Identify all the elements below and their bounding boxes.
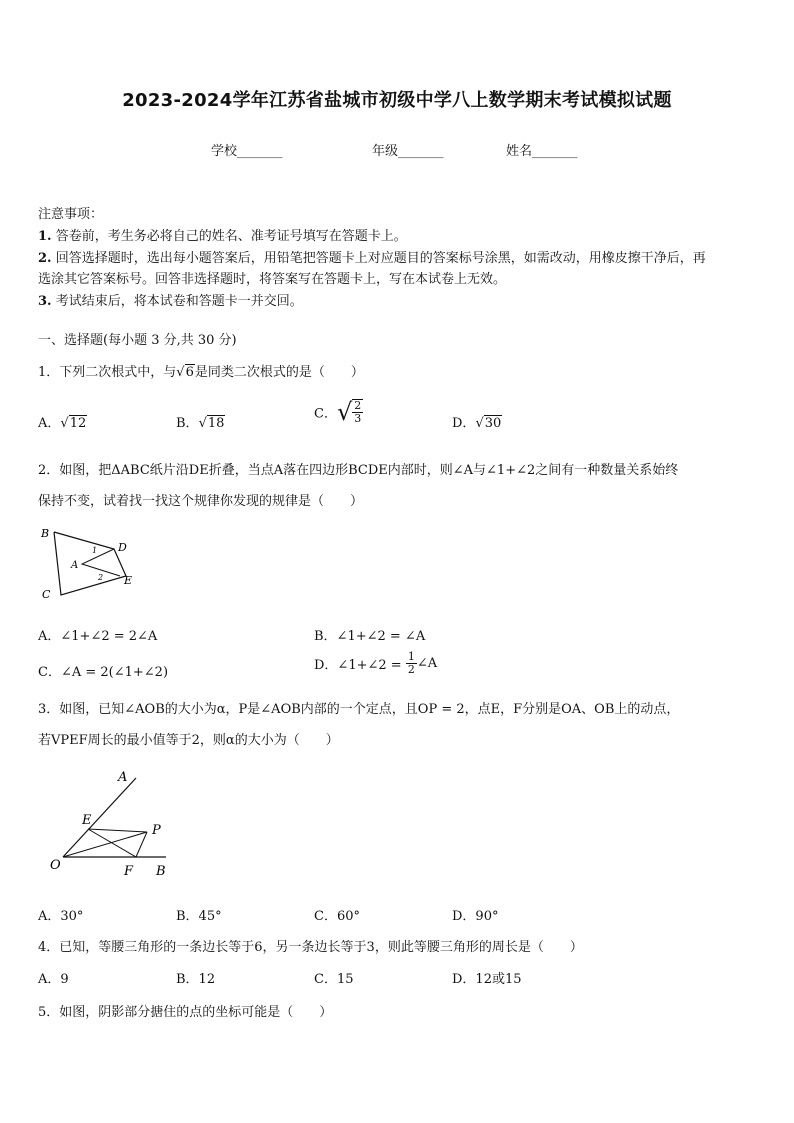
q3-segment-pf	[136, 832, 147, 857]
q2-option-d-denominator: 2	[407, 663, 415, 676]
q2-option-c[interactable]: C．∠A = 2(∠1+∠2)	[38, 665, 169, 680]
q3-ray-oa	[63, 778, 136, 857]
q3-label-a: A	[118, 770, 128, 785]
note-3-text: 考试结束后，将本试卷和答题卡一并交回。	[55, 294, 303, 309]
q3-segment-op	[63, 832, 147, 857]
q3-label-p: P	[152, 823, 161, 838]
note-item-3	[38, 290, 303, 309]
q3-option-d[interactable]: D．90°	[452, 909, 499, 924]
q1-option-d-label: D．	[452, 416, 476, 431]
q1-option-c-denominator: 3	[354, 412, 362, 425]
q3-segment-ef	[88, 829, 136, 857]
q3-label-e: E	[82, 813, 92, 828]
q1-stem-prefix: 1．下列二次根式中，与	[38, 365, 177, 380]
note-3-number: 3.	[38, 294, 52, 309]
question-3-stem-line-2: 若VPEF周长的最小值等于2，则α的大小为（ ）	[38, 733, 339, 748]
q1-option-b-label: B．	[176, 416, 199, 431]
section-heading: 一、选择题(每小题 3 分,共 30 分)	[38, 333, 237, 348]
q1-option-c[interactable]: C．√ $\frac{2}{3}$	[314, 398, 362, 426]
q1-option-c-numerator: 2	[354, 399, 362, 412]
q3-segment-ep	[88, 829, 147, 832]
note-1-number: 1.	[38, 229, 52, 244]
q2-label-c: C	[42, 588, 51, 601]
question-5-stem: 5．如图，阴影部分搪住的点的坐标可能是（ ）	[38, 1005, 333, 1020]
page-title: 2023-2024学年江苏省盐城市初级中学八上数学期末考试模拟试题	[122, 90, 672, 111]
q1-option-a[interactable]: A．√12	[38, 416, 87, 431]
q3-option-a[interactable]: A．30°	[38, 909, 84, 924]
q2-option-d[interactable]	[314, 651, 437, 676]
q2-option-b[interactable]: B．∠1+∠2 = ∠A	[314, 629, 426, 644]
note-2-text-b: 选涂其它答案标号。回答非选择题时，将答案写在答题卡上，写在本试卷上无效。	[38, 272, 507, 287]
q4-option-d[interactable]: D．12或15	[452, 972, 522, 987]
q2-label-b: B	[41, 527, 50, 540]
q2-option-d-prefix: D．∠1+∠2 =	[314, 658, 402, 673]
q1-option-a-value: 12	[69, 416, 87, 431]
q2-label-2: 2	[98, 573, 104, 582]
q2-label-1: 1	[92, 546, 98, 555]
question-4-stem: 4．已知，等腰三角形的一条边长等于6，另一条边长等于3，则此等腰三角形的周长是（ ）	[38, 940, 583, 955]
question-2-stem-line-1: 2．如图，把ΔABC纸片沿DE折叠，当点A落在四边形BCDE内部时，则∠A与∠1+∠2之间有一种数量关系始终	[38, 463, 679, 478]
q1-option-c-label: C．	[314, 406, 337, 422]
q3-option-c[interactable]: C．60°	[314, 909, 360, 924]
q3-label-f: F	[124, 864, 134, 879]
q2-option-a[interactable]: A．∠1+∠2 = 2∠A	[38, 629, 158, 644]
q3-figure	[44, 765, 184, 883]
note-2-text-a: 回答选择题时，选出每小题答案后，用铅笔把答题卡上对应题目的答案标号涂黑，如需改动，用橡皮擦干净后，再	[55, 251, 706, 266]
q2-label-a: A	[71, 560, 79, 571]
note-item-1	[38, 225, 407, 244]
q1-option-b[interactable]: B．√18	[176, 416, 225, 431]
q1-stem-root: 6	[185, 365, 194, 380]
grade-field[interactable]: 年级_______	[372, 144, 444, 159]
q1-option-b-value: 18	[207, 416, 225, 431]
name-field[interactable]: 姓名_______	[506, 144, 578, 159]
note-2-number: 2.	[38, 251, 52, 266]
question-2-stem-line-2: 保持不变，试着找一找这个规律你发现的规律是（ ）	[38, 494, 364, 509]
q4-option-c[interactable]: C．15	[314, 972, 354, 987]
school-field[interactable]: 学校_______	[211, 144, 283, 159]
q3-label-o: O	[50, 858, 61, 873]
q2-fold	[82, 549, 120, 576]
q1-option-a-label: A．	[38, 416, 61, 431]
q2-label-e: E	[124, 574, 133, 587]
notes-heading: 注意事项：	[38, 207, 104, 222]
q2-outline	[54, 532, 126, 595]
question-1-stem: 1．下列二次根式中，与√6是同类二次根式的是（ ）	[38, 365, 364, 380]
q1-option-d-value: 30	[484, 416, 502, 431]
q4-option-b[interactable]: B．12	[176, 972, 216, 987]
note-1-text: 答卷前，考生务必将自己的姓名、准考证号填写在答题卡上。	[55, 229, 407, 244]
q2-figure	[36, 522, 146, 602]
q4-option-a[interactable]: A．9	[38, 972, 69, 987]
q1-stem-suffix: 是同类二次根式的是（ ）	[194, 365, 364, 380]
q1-option-d[interactable]: D．√30	[452, 416, 502, 431]
q2-label-d: D	[118, 541, 127, 554]
question-3-stem-line-1: 3．如图，已知∠AOB的大小为α，P是∠AOB内部的一个定点，且OP = 2，点E，F分别是OA、OB上的动点，	[38, 702, 680, 717]
q2-option-d-suffix: ∠A	[416, 656, 438, 671]
q3-label-b: B	[156, 864, 166, 879]
q2-option-d-numerator: 1	[407, 650, 415, 663]
q3-option-b[interactable]: B．45°	[176, 909, 222, 924]
note-item-2	[38, 247, 706, 266]
